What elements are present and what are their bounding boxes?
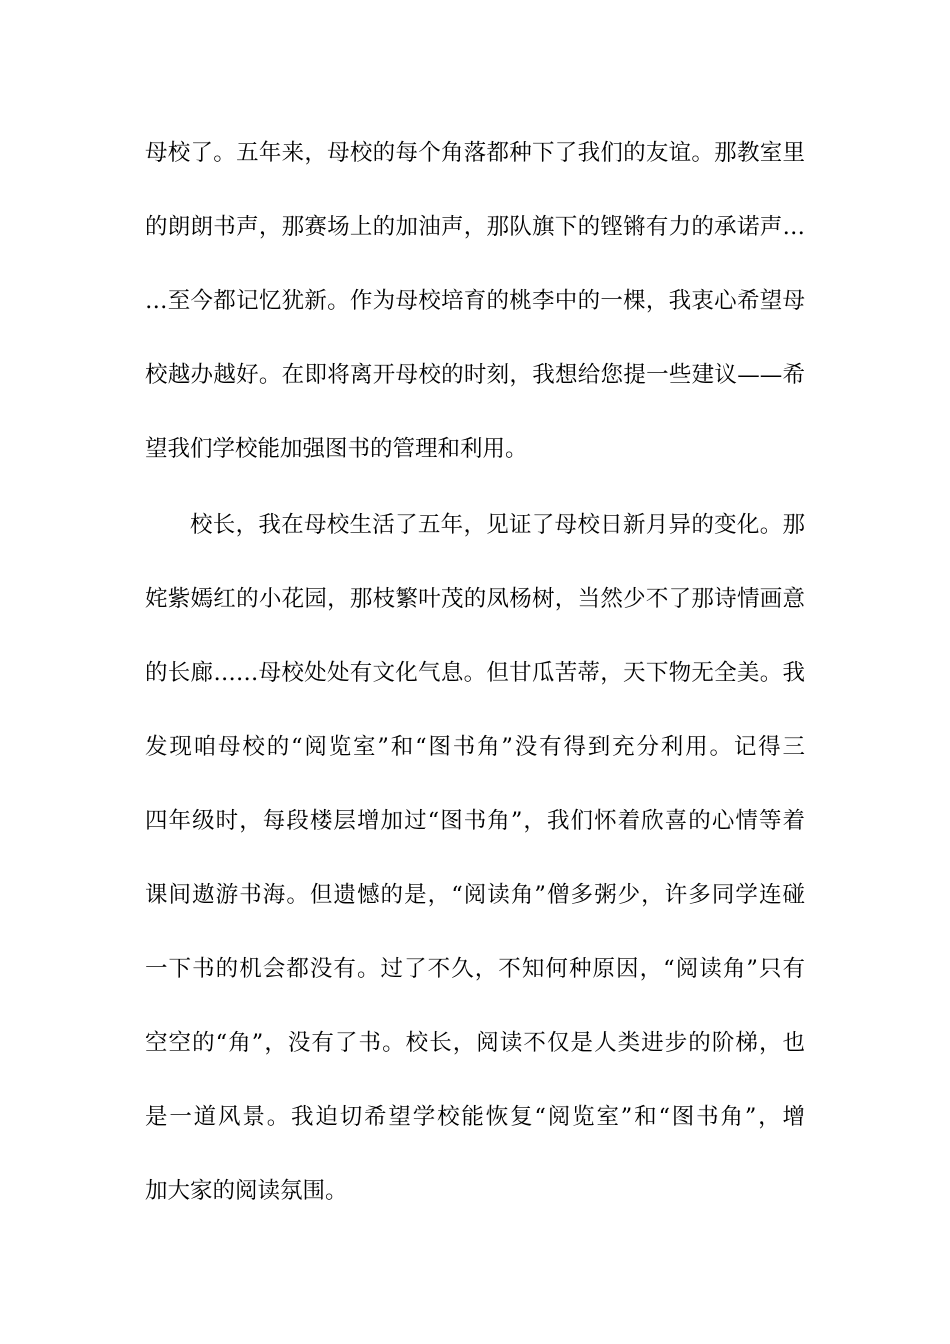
text-line: 的朗朗书声，那赛场上的加油声，那队旗下的铿锵有力的承诺声…: [145, 214, 805, 240]
text-line: 加大家的阅读氛围。: [145, 1178, 348, 1204]
text-line: 望我们学校能加强图书的管理和利用。: [145, 436, 528, 462]
text-line: 发现咱母校的“阅览室”和“图书角”没有得到充分利用。记得三: [145, 734, 805, 760]
text-line: 是一道风景。我迫切希望学校能恢复“阅览室”和“图书角”，增: [145, 1104, 805, 1130]
text-line: 姹紫嫣红的小花园，那枝繁叶茂的凤杨树，当然少不了那诗情画意: [145, 586, 805, 612]
text-line: …至今都记忆犹新。作为母校培育的桃李中的一棵，我衷心希望母: [145, 288, 805, 314]
text-line: 校长，我在母校生活了五年，见证了母校日新月异的变化。那: [190, 512, 805, 538]
text-line: 一下书的机会都没有。过了不久，不知何种原因，“阅读角”只有: [145, 956, 805, 982]
text-line: 空空的“角”，没有了书。校长，阅读不仅是人类进步的阶梯，也: [145, 1030, 805, 1056]
text-line: 母校了。五年来，母校的每个角落都种下了我们的友谊。那教室里: [145, 140, 805, 166]
text-line: 四年级时，每段楼层增加过“图书角”，我们怀着欣喜的心情等着: [145, 808, 805, 834]
text-line: 课间遨游书海。但遗憾的是，“阅读角”僧多粥少，许多同学连碰: [145, 882, 805, 908]
text-line: 的长廊……母校处处有文化气息。但甘瓜苦蒂，天下物无全美。我: [145, 660, 805, 686]
text-line: 校越办越好。在即将离开母校的时刻，我想给您提一些建议——希: [145, 362, 805, 388]
